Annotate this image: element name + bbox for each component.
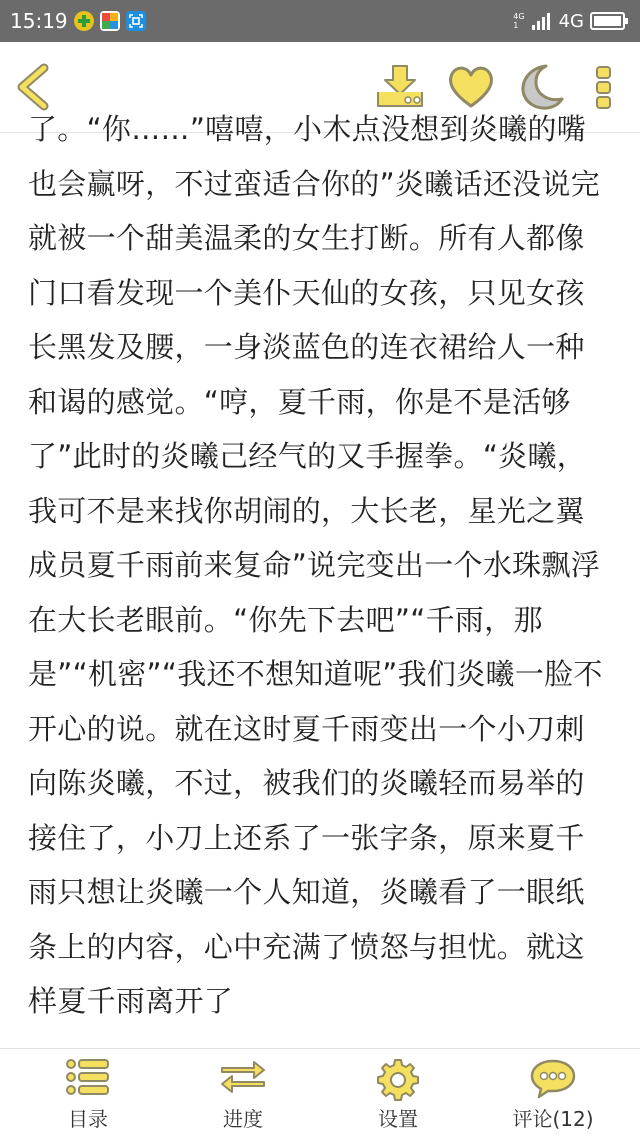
scan-icon xyxy=(126,11,146,31)
progress-label: 进度 xyxy=(223,1107,263,1131)
network-type: 4G xyxy=(558,10,584,32)
table-of-contents-button[interactable] xyxy=(8,1049,168,1139)
list-icon xyxy=(64,1057,112,1097)
app-store-icon xyxy=(100,11,120,31)
reading-area[interactable] xyxy=(0,112,640,1048)
chapter-text: 了。“你……”嘻嘻，小木点没想到炎曦的嘴也会赢呀，不过蛮适合你的”炎曦话还没说完就被一个甜美温柔的女生打断。所有人都像门口看发现一个美仆天仙的女孩，只见女孩长黑发及腰，一身淡蓝色的连衣裙给人一种和谒的感觉。“哼，夏千雨，你是不是活够了”此时的炎曦己经气的又手握拳。“炎曦，我可不是来找你胡闹的，大长老，星光之翼成员夏千雨前来复命”说完变出一个水珠飘浮在大长老眼前。“你先下去吧”“千雨，那是”“机密”“我还不想知道呢”我们炎曦一脸不开心的说。就在这时夏千雨变出一个小刀刺向陈炎曦，不过，被我们的炎曦轻而易举的接住了，小刀上还系了一张字条，原来夏千雨只想让炎曦一个人知道，炎曦看了一眼纸条上的内容，心中充满了愤怒与担忧。就这样夏千雨离开了 xyxy=(28,112,603,1018)
battery-icon xyxy=(590,11,630,31)
comments-button[interactable] xyxy=(473,1049,633,1139)
network-type-small: 4G 1 xyxy=(513,12,525,30)
status-bar xyxy=(0,0,640,42)
bottom-bar xyxy=(0,1048,640,1139)
table-of-contents-label: 目录 xyxy=(68,1107,108,1131)
comments-label: 评论(12) xyxy=(512,1107,594,1131)
progress-arrows-icon xyxy=(218,1057,268,1097)
progress-button[interactable] xyxy=(163,1049,323,1139)
comment-bubble-icon xyxy=(528,1057,578,1101)
plus-app-icon xyxy=(74,11,94,31)
status-time: 15:19 xyxy=(10,9,68,33)
settings-label: 设置 xyxy=(378,1107,418,1131)
gear-icon xyxy=(375,1057,421,1103)
signal-icon xyxy=(531,12,553,30)
settings-button[interactable] xyxy=(318,1049,478,1139)
